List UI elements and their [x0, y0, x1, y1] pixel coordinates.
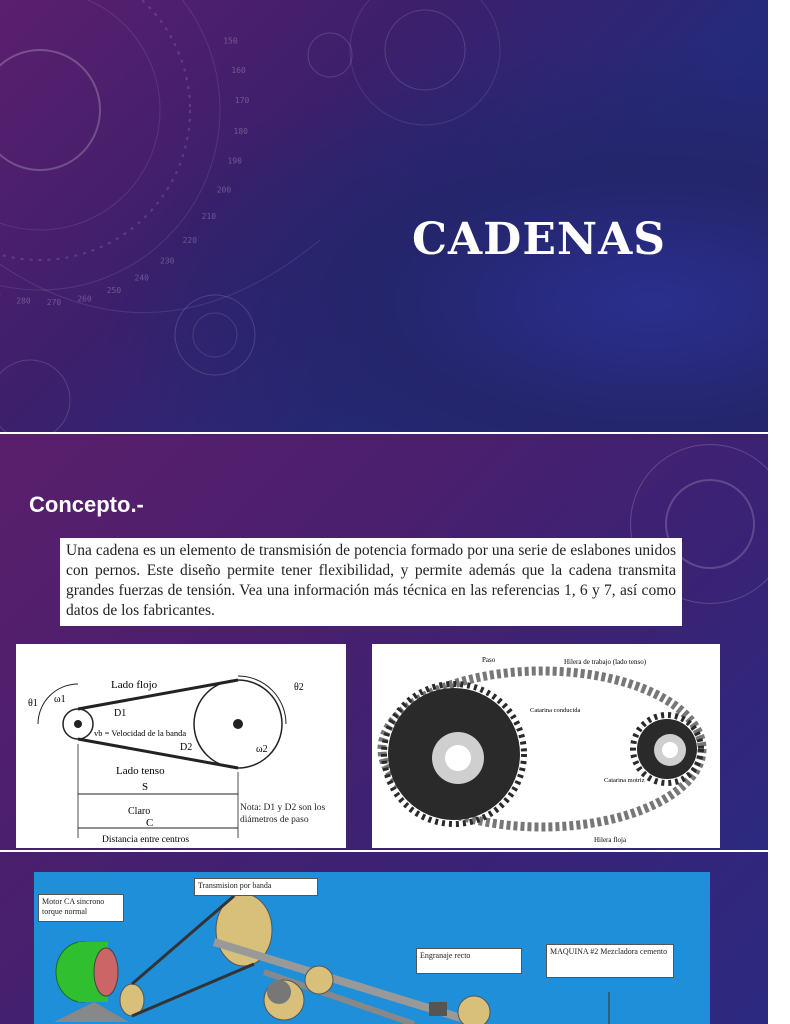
dial-number: 190: [227, 156, 242, 166]
dial-number: 230: [160, 256, 175, 266]
label-catarina-conducida: Catarina conducida: [530, 707, 581, 714]
label-c: C: [146, 817, 154, 829]
label-omega2: ω2: [256, 744, 268, 755]
belt-drive-drawing: [16, 644, 346, 848]
chain-sprocket-drawing: [372, 644, 720, 848]
dial-number: 200: [216, 185, 232, 195]
dial-number: 160: [231, 65, 246, 75]
label-theta2: θ2: [294, 682, 304, 693]
label-hilera-trabajo: Hilera de trabajo (lado tenso): [564, 658, 647, 666]
label-theta1: θ1: [28, 698, 38, 709]
belt-drive-diagram: [16, 644, 346, 848]
machine-slide: [0, 852, 768, 1024]
dial-number: 250: [106, 286, 122, 296]
label-d2: D2: [180, 742, 193, 753]
concept-heading: Concepto.-: [29, 492, 144, 517]
concept-paragraph: Una cadena es un elemento de transmisión de potencia formado por una serie de eslabones unidos con pernos. Este diseño permite tener flexibilidad, y permite además que la cadena transmita grandes fuerzas de tensión. Vea una información más técnica en las referencias 1, 6 y 7, así como datos de los fabricantes.: [60, 538, 682, 626]
label-lado-tenso: Lado tenso: [116, 765, 165, 777]
dial-number: 180: [233, 126, 248, 136]
dial-number: 210: [201, 212, 217, 222]
label-engranaje: Engranaje recto: [416, 948, 522, 974]
dial-number: [0, 290, 1, 299]
label-d1: D1: [114, 708, 127, 719]
dial-number: 260: [77, 294, 92, 304]
dial-number: 170: [234, 96, 250, 106]
chain-sprocket-photo: [372, 644, 720, 848]
label-catarina-motriz: Catarina motriz: [604, 777, 645, 784]
dial-number: 150: [223, 36, 238, 46]
transmission-diagram: [34, 872, 710, 1024]
label-nota: Nota: D1 y D2 son los diámetros de paso: [240, 803, 326, 825]
label-omega1: ω1: [54, 694, 66, 705]
dial-number: 270: [46, 297, 62, 307]
concept-slide: [0, 434, 768, 850]
label-hilera-floja: Hilera floja: [594, 836, 627, 844]
label-lado-flojo: Lado flojo: [111, 679, 158, 691]
dial-number: 220: [182, 235, 198, 245]
label-s: S: [142, 781, 149, 793]
label-claro: Claro: [128, 806, 151, 817]
label-transmision: Transmision por banda: [194, 878, 318, 896]
dial-number: 240: [134, 273, 149, 283]
slide-title: CADENAS: [412, 214, 666, 265]
dial-number: 280: [16, 296, 31, 306]
label-velocidad: vb = Velocidad de la banda: [94, 728, 187, 738]
label-paso: Paso: [482, 656, 496, 664]
title-slide: [0, 0, 768, 432]
label-distancia: Distancia entre centros: [102, 835, 190, 845]
label-maquina: MAQUINA #2 Mezcladora cemento: [546, 944, 674, 978]
label-motor: Motor CA sincrono torque normal: [38, 894, 124, 922]
